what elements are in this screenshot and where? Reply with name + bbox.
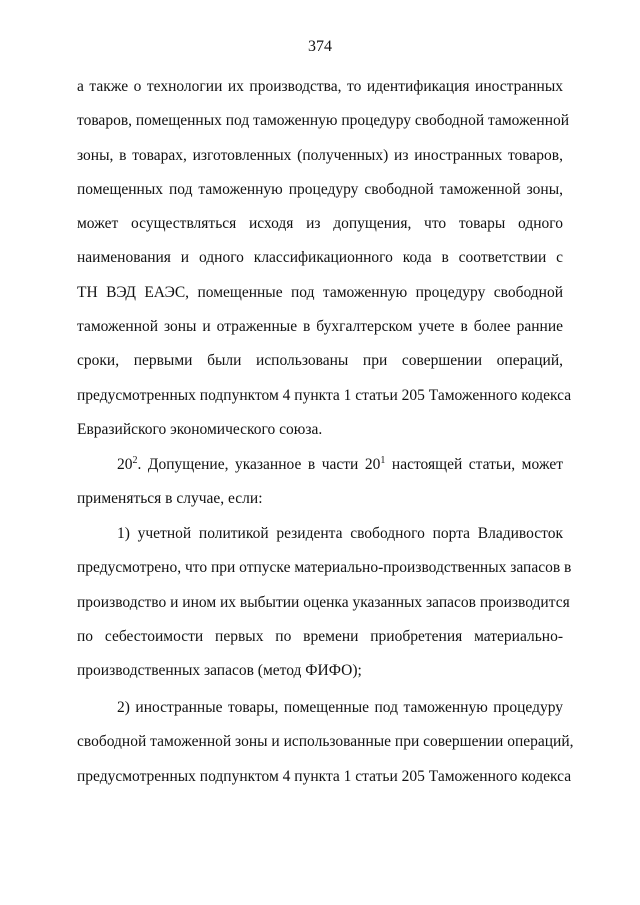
text-line: по себестоимости первых по времени приобретения материально- [77,627,563,645]
paragraph-20-2 [77,448,563,517]
text-line: ТН ВЭД ЕАЭС, помещенные под таможенную процедуру свободной [77,283,563,301]
text-line: применяться в случае, если: [77,490,263,508]
text-line: сроки, первыми были использованы при совершении операций, [77,352,563,370]
paragraph-continuation [77,70,572,447]
text-line: производство и ином их выбытии оценка указанных запасов производится [77,593,570,611]
clause-superscript: 2 [132,455,138,466]
text-line: а также о технологии их производства, то идентификация иностранных [77,78,563,95]
reference-superscript: 1 [380,455,386,466]
text-line: 2) иностранные товары, помещенные под таможенную процедуру [117,699,563,716]
text-line: наименования и одного классификационного кода в соответствии с [77,249,563,267]
text-line: производственных запасов (метод ФИФО); [77,662,362,680]
clause-text: . Допущение, указанное в части 20 [137,456,381,473]
text-line: предусмотренных подпунктом 4 пункта 1 статьи 205 Таможенного кодекса [77,767,572,785]
text-line: таможенной зоны и отраженные в бухгалтерском учете в более ранние [77,318,563,336]
text-line: предусмотрено, что при отпуске материально-производственных запасов в [77,559,572,577]
list-item-2 [77,691,574,794]
page-number: 374 [308,38,332,55]
text-line: 1) учетной политикой резидента свободного порта Владивосток [117,525,563,542]
clause-number: 20 [117,456,133,473]
text-line: может осуществляться исходя из допущения, что товары одного [77,215,563,233]
clause-text: настоящей статьи, может [385,456,563,473]
text-line: товаров, помещенных под таможенную процедуру свободной таможенной [77,112,570,130]
text-line: Евразийского экономического союза. [77,420,323,438]
text-line: помещенных под таможенную процедуру свободной таможенной зоны, [77,180,563,198]
text-line [77,448,563,482]
text-line: зоны, в товарах, изготовленных (полученных) из иностранных товаров, [77,146,563,164]
list-item-1 [77,517,572,688]
text-line: предусмотренных подпунктом 4 пункта 1 статьи 205 Таможенного кодекса [77,386,572,404]
text-line: свободной таможенной зоны и использованные при совершении операций, [77,733,574,751]
